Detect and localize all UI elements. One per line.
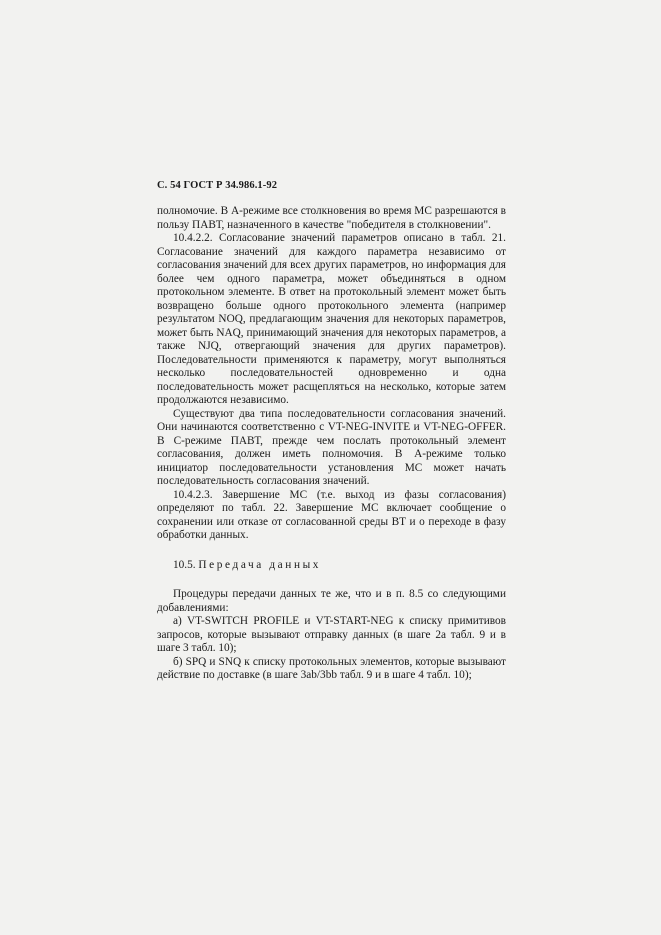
list-item-a: а) VT-SWITCH PROFILE и VT-START-NEG к списку примитивов запросов, которые вызывают отправку данных (в шаге 2а табл. 9 и в шаге 3 табл. 10); <box>157 615 506 654</box>
section-title: Передача данных <box>198 558 322 571</box>
section-number: 10.5. <box>173 558 196 571</box>
paragraph-10-4-2-2: 10.4.2.2. Согласование значений параметров описано в табл. 21. Согласование значений для каждого параметра независимо от согласования значений для всех других параметров, но информация для более чем одного параметра, может объединяться в одном протокольном элементе. В ответ на протокольный элемент может быть возвращено больше одного протокольного элемента (например результатом NOQ, предлагающим значения для некоторых параметров, может быть NAQ, принимающий значения для некоторых параметров, а также NJQ, отвергающий значения для других параметров). Последовательности применяются к параметру, могут выполняться несколько последовательностей одновременно и одна последовательность может расщепляться на несколько, которые затем продолжаются независимо. <box>157 232 506 406</box>
document-body <box>157 205 506 683</box>
paragraph-authority-continuation: полномочие. В А-режиме все столкновения во время МС разрешаются в пользу ПАВТ, назначенного в качестве "победителя в столкновении". <box>157 205 506 231</box>
spacer <box>157 543 506 559</box>
spacer <box>157 572 506 588</box>
paragraph-data-transfer-procedures: Процедуры передачи данных те же, что и в п. 8.5 со следующими добавлениями: <box>157 588 506 614</box>
paragraph-negotiation-types: Существуют два типа последовательности согласования значений. Они начинаются соответственно с VT-NEG-INVITE и VT-NEG-OFFER. В С-режиме ПАВТ, прежде чем послать протокольный элемент согласования, должен иметь полномочия. В А-режиме только инициатор последовательности установления МС может начать последовательность согласования значений. <box>157 407 506 487</box>
page-header: С. 54 ГОСТ Р 34.986.1-92 <box>157 180 278 191</box>
section-heading-10-5 <box>157 559 506 573</box>
paragraph-10-4-2-3: 10.4.2.3. Завершение МС (т.е. выход из фазы согласования) определяют по табл. 22. Завершение МС включает сообщение о сохранении или отказе от согласованной среды ВТ и о переходе в фазу обработки данных. <box>157 488 506 541</box>
list-item-b: б) SPQ и SNQ к списку протокольных элементов, которые вызывают действие по доставке (в шаге 3ab/3bb табл. 9 и в шаге 4 табл. 10); <box>157 655 506 681</box>
